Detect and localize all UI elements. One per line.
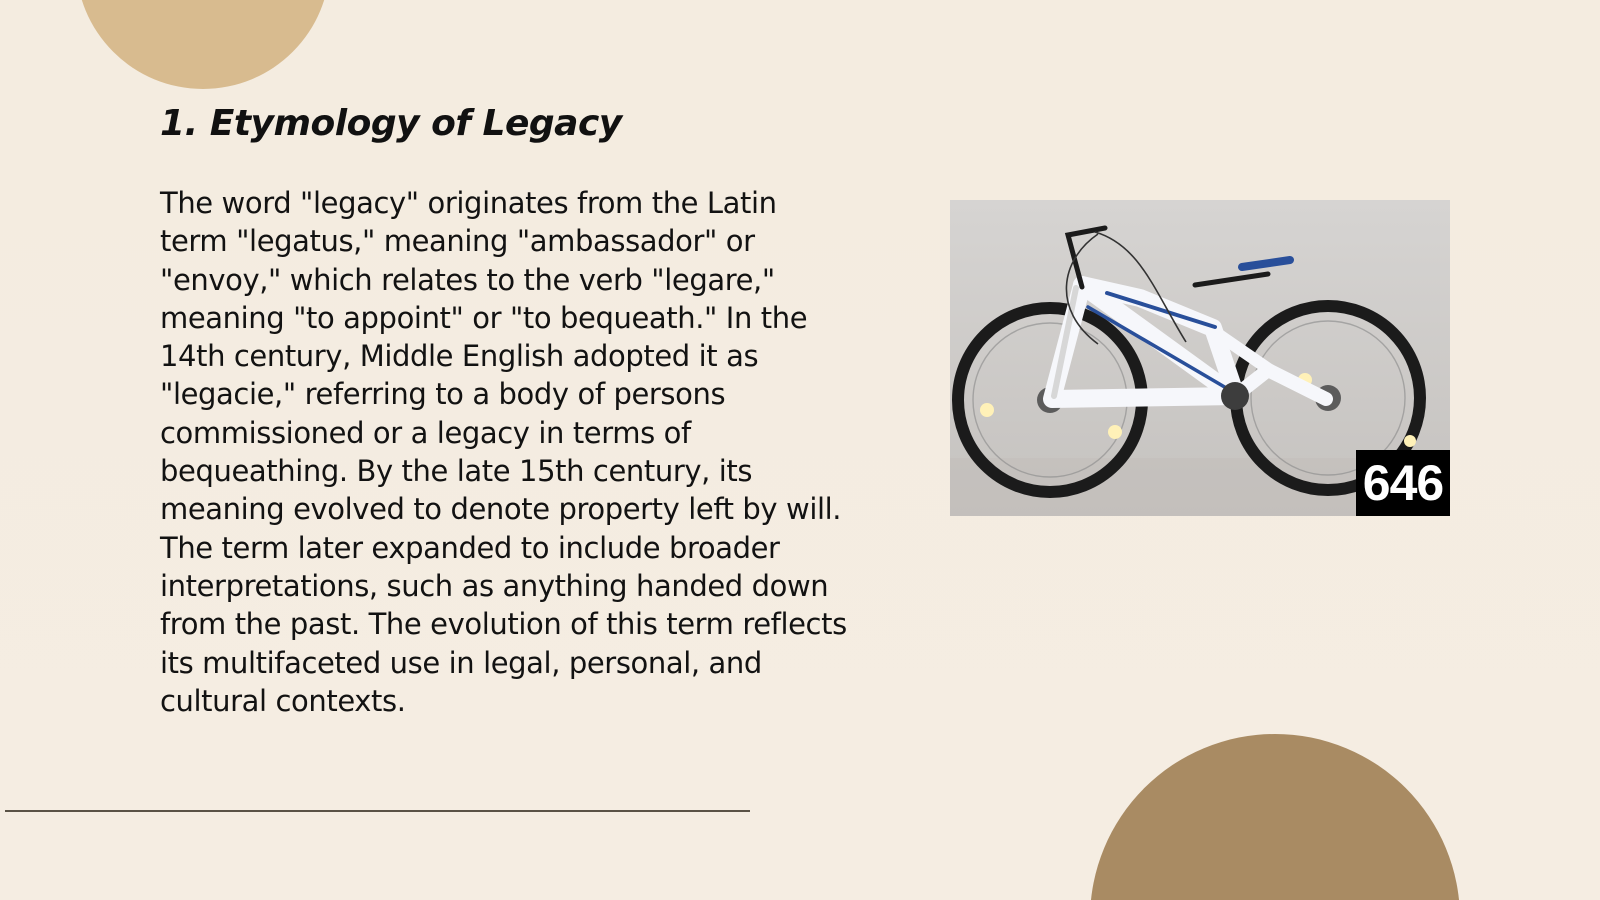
divider-line xyxy=(5,810,750,812)
decorative-circle-top xyxy=(76,0,330,89)
bike-photo xyxy=(950,200,1450,516)
etymology-paragraph: The word "legacy" originates from the Latin term "legatus," meaning "ambassador" or "envoy," which relates to the verb "legare," meaning "to appoint" or "to bequeath." In the 14th century, Middle English adopted it as "legacie," referring to a body of persons commissioned or a legacy in terms of bequeathing. By the late 15th century, its meaning evolved to denote property left by will. The term later expanded to include broader interpretations, such as anything handed down from the past. The evolution of this term reflects its multifaceted use in legal, personal, and cultural contexts. xyxy=(160,186,847,718)
slide-title: 1. Etymology of Legacy xyxy=(160,103,622,144)
frame-number-badge: 646 xyxy=(1356,450,1450,516)
decorative-circle-bottom xyxy=(1090,734,1460,900)
